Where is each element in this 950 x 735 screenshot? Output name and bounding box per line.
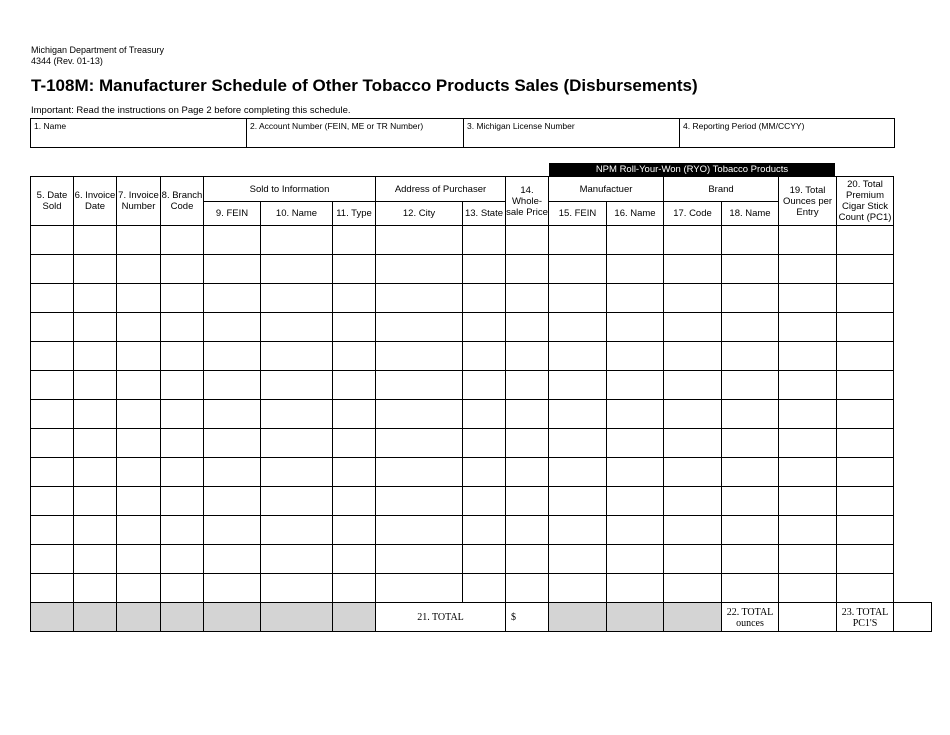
entry-cell[interactable] — [161, 226, 204, 255]
agency-name: Michigan Department of Treasury — [31, 45, 165, 55]
entry-cell[interactable] — [333, 371, 376, 400]
table-row — [31, 458, 932, 487]
entry-cell[interactable] — [463, 342, 506, 371]
entry-cell[interactable] — [376, 574, 463, 603]
table-row — [31, 400, 932, 429]
col-fein: 9. FEIN — [204, 202, 261, 226]
entry-cell[interactable] — [607, 342, 664, 371]
entry-cell[interactable] — [333, 226, 376, 255]
entry-cell[interactable] — [664, 342, 722, 371]
entry-cell[interactable] — [779, 574, 837, 603]
entry-cell[interactable] — [779, 516, 837, 545]
entry-cell[interactable] — [664, 226, 722, 255]
entry-cell[interactable] — [204, 284, 261, 313]
entry-cell[interactable] — [333, 255, 376, 284]
entry-cell[interactable] — [261, 284, 333, 313]
entry-cell[interactable] — [664, 371, 722, 400]
entry-cell[interactable] — [506, 371, 549, 400]
entry-cell[interactable] — [31, 429, 74, 458]
total-ounces-label — [722, 603, 779, 632]
entry-cell[interactable] — [31, 371, 74, 400]
entry-cell[interactable] — [607, 226, 664, 255]
total-shaded-cell — [549, 603, 607, 632]
entry-cell[interactable] — [722, 487, 779, 516]
entry-cell[interactable] — [74, 429, 117, 458]
entry-cell[interactable] — [117, 400, 161, 429]
entry-cell[interactable] — [261, 574, 333, 603]
total-ounces-unit: ounces — [736, 617, 764, 629]
entry-cell[interactable] — [31, 226, 74, 255]
entry-cell[interactable] — [506, 545, 549, 574]
entry-cell[interactable] — [779, 400, 837, 429]
entry-cell[interactable] — [74, 516, 117, 545]
identification-section — [30, 118, 895, 148]
col-invoice-number: 7. Invoice Number — [117, 177, 161, 226]
entry-cell[interactable] — [506, 516, 549, 545]
entry-cell[interactable] — [506, 429, 549, 458]
entry-cell[interactable] — [333, 342, 376, 371]
entry-cell[interactable] — [261, 226, 333, 255]
entry-cell[interactable] — [607, 429, 664, 458]
entry-cell[interactable] — [31, 458, 74, 487]
form-title: T-108M: Manufacturer Schedule of Other Tobacco Products Sales (Disbursements) — [31, 76, 698, 95]
entry-cell[interactable] — [722, 284, 779, 313]
entry-cell[interactable] — [463, 574, 506, 603]
entry-cell[interactable] — [204, 458, 261, 487]
entry-cell[interactable] — [722, 400, 779, 429]
entry-cell[interactable] — [74, 458, 117, 487]
entry-cell[interactable] — [204, 429, 261, 458]
entry-cell[interactable] — [837, 545, 894, 574]
col-state: 13. State — [463, 202, 506, 226]
entry-cell[interactable] — [607, 487, 664, 516]
entry-cell[interactable] — [463, 226, 506, 255]
entry-cell[interactable] — [261, 487, 333, 516]
entry-cell[interactable] — [204, 400, 261, 429]
entry-cell[interactable] — [837, 284, 894, 313]
entry-cell[interactable] — [376, 400, 463, 429]
entry-cell[interactable] — [779, 545, 837, 574]
entry-cell[interactable] — [117, 458, 161, 487]
total-shaded-cell — [261, 603, 333, 632]
entry-cell[interactable] — [463, 516, 506, 545]
entry-cell[interactable] — [31, 516, 74, 545]
entry-cell[interactable] — [74, 284, 117, 313]
entry-cell[interactable] — [779, 226, 837, 255]
entry-cell[interactable] — [117, 255, 161, 284]
entry-cell[interactable] — [204, 516, 261, 545]
entry-cell[interactable] — [722, 574, 779, 603]
entry-cell[interactable] — [722, 255, 779, 284]
entry-cell[interactable] — [117, 574, 161, 603]
row-spacer — [894, 255, 932, 284]
entry-cell[interactable] — [204, 545, 261, 574]
entry-cell[interactable] — [837, 313, 894, 342]
entry-cell[interactable] — [837, 371, 894, 400]
row-spacer — [894, 371, 932, 400]
license-number-field[interactable] — [464, 119, 680, 147]
entry-cell[interactable] — [463, 429, 506, 458]
npm-ryo-banner: NPM Roll-Your-Won (RYO) Tobacco Products — [549, 163, 835, 176]
reporting-period-field[interactable] — [680, 119, 894, 147]
entry-cell[interactable] — [74, 400, 117, 429]
reporting-period-field-label: 4. Reporting Period (MM/CCYY) — [683, 121, 805, 131]
entry-cell[interactable] — [722, 458, 779, 487]
row-spacer — [894, 487, 932, 516]
entry-cell[interactable] — [74, 342, 117, 371]
total-shaded-cell — [664, 603, 722, 632]
entry-cell[interactable] — [376, 371, 463, 400]
table-row — [31, 371, 932, 400]
entry-cell[interactable] — [549, 400, 607, 429]
entry-cell[interactable] — [261, 429, 333, 458]
table-row — [31, 429, 932, 458]
entry-cell[interactable] — [31, 255, 74, 284]
entry-cell[interactable] — [607, 284, 664, 313]
entry-cell[interactable] — [722, 371, 779, 400]
entry-cell[interactable] — [333, 487, 376, 516]
entry-cell[interactable] — [161, 284, 204, 313]
entry-cell[interactable] — [837, 429, 894, 458]
entry-cell[interactable] — [779, 255, 837, 284]
entry-cell[interactable] — [161, 574, 204, 603]
table-row — [31, 516, 932, 545]
col-invoice-date: 6. Invoice Date — [74, 177, 117, 226]
row-spacer — [894, 574, 932, 603]
total-pc1-title: 23. TOTAL — [841, 606, 889, 618]
total-pc1-input[interactable] — [894, 603, 932, 632]
total-shaded-cell — [607, 603, 664, 632]
entry-cell[interactable] — [722, 545, 779, 574]
entry-cell[interactable] — [607, 458, 664, 487]
name-field-label: 1. Name — [34, 121, 67, 131]
total-label: 21. TOTAL — [376, 603, 506, 632]
entry-cell[interactable] — [779, 458, 837, 487]
table-row — [31, 487, 932, 516]
entry-cell[interactable] — [607, 516, 664, 545]
row-spacer — [894, 516, 932, 545]
entry-cell[interactable] — [664, 255, 722, 284]
col-premium-cigar-count: 20. Total Premium Cigar Stick Count (PC1) — [837, 177, 894, 226]
entry-cell[interactable] — [31, 400, 74, 429]
entry-cell[interactable] — [837, 255, 894, 284]
entry-cell[interactable] — [204, 255, 261, 284]
entry-cell[interactable] — [549, 313, 607, 342]
entry-cell[interactable] — [549, 574, 607, 603]
entry-cell[interactable] — [607, 371, 664, 400]
col-branch-code: 8. Branch Code — [161, 177, 204, 226]
total-ounces-input[interactable] — [779, 603, 837, 632]
account-number-field[interactable] — [247, 119, 464, 147]
col-brand-code: 17. Code — [664, 202, 722, 226]
entry-cell[interactable] — [463, 255, 506, 284]
entry-cell[interactable] — [204, 313, 261, 342]
entry-cell[interactable] — [161, 487, 204, 516]
entry-cell[interactable] — [261, 313, 333, 342]
col-manufacturer-fein: 15. FEIN — [549, 202, 607, 226]
entry-cell[interactable] — [204, 487, 261, 516]
entry-cell[interactable] — [261, 255, 333, 284]
entry-cell[interactable] — [779, 284, 837, 313]
entry-cell[interactable] — [549, 458, 607, 487]
col-city: 12. City — [376, 202, 463, 226]
entry-cell[interactable] — [722, 429, 779, 458]
row-spacer — [894, 458, 932, 487]
entry-cell[interactable] — [261, 342, 333, 371]
entry-cell[interactable] — [117, 226, 161, 255]
table-row — [31, 545, 932, 574]
entry-cell[interactable] — [463, 284, 506, 313]
entry-cell[interactable] — [607, 400, 664, 429]
entry-cell[interactable] — [161, 458, 204, 487]
entry-cell[interactable] — [506, 226, 549, 255]
entry-cell[interactable] — [161, 400, 204, 429]
table-row — [31, 574, 932, 603]
entry-cell[interactable] — [117, 429, 161, 458]
entry-cell[interactable] — [463, 545, 506, 574]
entry-cell[interactable] — [549, 545, 607, 574]
entry-cell[interactable] — [549, 487, 607, 516]
entry-cell[interactable] — [549, 342, 607, 371]
entry-cell[interactable] — [607, 545, 664, 574]
entry-cell[interactable] — [463, 371, 506, 400]
entry-cell[interactable] — [161, 313, 204, 342]
entry-cell[interactable] — [549, 226, 607, 255]
row-spacer — [894, 400, 932, 429]
entry-cell[interactable] — [837, 516, 894, 545]
entry-cell[interactable] — [74, 226, 117, 255]
total-shaded-cell — [161, 603, 204, 632]
entry-cell[interactable] — [117, 487, 161, 516]
entry-cell[interactable] — [117, 284, 161, 313]
entry-cell[interactable] — [664, 313, 722, 342]
entry-cell[interactable] — [376, 458, 463, 487]
entry-cell[interactable] — [376, 429, 463, 458]
entry-cell[interactable] — [31, 545, 74, 574]
entry-cell[interactable] — [333, 458, 376, 487]
entry-cell[interactable] — [463, 487, 506, 516]
header-spacer — [894, 177, 932, 226]
group-brand: Brand — [664, 177, 779, 202]
entry-cell[interactable] — [261, 516, 333, 545]
entry-cell[interactable] — [117, 371, 161, 400]
total-pc1-unit: PC1'S — [852, 617, 878, 629]
col-name: 10. Name — [261, 202, 333, 226]
entry-cell[interactable] — [463, 313, 506, 342]
entry-cell[interactable] — [607, 313, 664, 342]
entry-cell[interactable] — [837, 458, 894, 487]
entry-cell[interactable] — [664, 574, 722, 603]
entry-cell[interactable] — [376, 313, 463, 342]
total-shaded-cell — [74, 603, 117, 632]
table-row — [31, 313, 932, 342]
entry-cell[interactable] — [463, 458, 506, 487]
entry-cell[interactable] — [506, 342, 549, 371]
entry-cell[interactable] — [549, 284, 607, 313]
entry-cell[interactable] — [161, 342, 204, 371]
group-sold-to-information: Sold to Information — [204, 177, 376, 202]
entry-cell[interactable] — [506, 574, 549, 603]
entry-cell[interactable] — [722, 226, 779, 255]
total-ounces-title: 22. TOTAL — [726, 606, 774, 618]
entry-cell[interactable] — [204, 574, 261, 603]
dollar-sign: $ — [511, 611, 516, 623]
entry-cell[interactable] — [722, 342, 779, 371]
entry-cell[interactable] — [333, 429, 376, 458]
entry-cell[interactable] — [376, 516, 463, 545]
entry-cell[interactable] — [779, 429, 837, 458]
total-pc1-label — [837, 603, 894, 632]
entry-cell[interactable] — [376, 284, 463, 313]
entry-cell[interactable] — [161, 255, 204, 284]
entry-cell[interactable] — [31, 574, 74, 603]
entry-cell[interactable] — [607, 255, 664, 284]
entry-cell[interactable] — [161, 545, 204, 574]
entry-cell[interactable] — [74, 313, 117, 342]
entry-cell[interactable] — [74, 371, 117, 400]
entry-cell[interactable] — [117, 313, 161, 342]
entry-cell[interactable] — [74, 545, 117, 574]
col-type: 11. Type — [333, 202, 376, 226]
entry-cell[interactable] — [31, 342, 74, 371]
entry-cell[interactable] — [506, 487, 549, 516]
entry-cell[interactable] — [261, 458, 333, 487]
entry-cell[interactable] — [837, 487, 894, 516]
entry-cell[interactable] — [117, 516, 161, 545]
entry-cell[interactable] — [261, 371, 333, 400]
total-shaded-cell — [117, 603, 161, 632]
entry-cell[interactable] — [161, 516, 204, 545]
instructions-note: Important: Read the instructions on Page 2 before completing this schedule. — [31, 105, 351, 116]
entry-cell[interactable] — [204, 342, 261, 371]
total-shaded-cell — [204, 603, 261, 632]
entry-cell[interactable] — [722, 313, 779, 342]
entry-cell[interactable] — [779, 342, 837, 371]
entry-cell[interactable] — [664, 284, 722, 313]
entry-cell[interactable] — [261, 400, 333, 429]
entry-cell[interactable] — [837, 574, 894, 603]
entry-cell[interactable] — [333, 516, 376, 545]
col-date-sold: 5. Date Sold — [31, 177, 74, 226]
entry-cell[interactable] — [549, 429, 607, 458]
entry-cell[interactable] — [549, 255, 607, 284]
entry-cell[interactable] — [74, 255, 117, 284]
table-row — [31, 255, 932, 284]
entry-cell[interactable] — [549, 516, 607, 545]
total-shaded-cell — [333, 603, 376, 632]
entry-cell[interactable] — [664, 429, 722, 458]
total-shaded-cell — [31, 603, 74, 632]
row-spacer — [894, 342, 932, 371]
entry-cell[interactable] — [31, 487, 74, 516]
entry-cell[interactable] — [506, 284, 549, 313]
form-number: 4344 (Rev. 01-13) — [31, 56, 103, 66]
entry-cell[interactable] — [31, 284, 74, 313]
group-address-of-purchaser: Address of Purchaser — [376, 177, 506, 202]
entry-cell[interactable] — [779, 313, 837, 342]
entry-cell[interactable] — [204, 371, 261, 400]
entry-cell[interactable] — [204, 226, 261, 255]
entry-cell[interactable] — [664, 545, 722, 574]
entry-cell[interactable] — [333, 400, 376, 429]
entry-cell[interactable] — [117, 342, 161, 371]
entry-cell[interactable] — [837, 226, 894, 255]
entry-cell[interactable] — [376, 545, 463, 574]
row-spacer — [894, 226, 932, 255]
entry-cell[interactable] — [376, 255, 463, 284]
entry-cell[interactable] — [664, 516, 722, 545]
totals-row — [31, 603, 932, 632]
entry-cell[interactable] — [333, 574, 376, 603]
row-spacer — [894, 429, 932, 458]
row-spacer — [894, 545, 932, 574]
entry-cell[interactable] — [664, 400, 722, 429]
table-row — [31, 284, 932, 313]
row-spacer — [894, 313, 932, 342]
entry-cell[interactable] — [74, 487, 117, 516]
entry-cell[interactable] — [376, 342, 463, 371]
entry-cell[interactable] — [333, 545, 376, 574]
entry-cell[interactable] — [664, 487, 722, 516]
entry-cell[interactable] — [506, 255, 549, 284]
col-total-ounces: 19. Total Ounces per Entry — [779, 177, 837, 226]
entry-cell[interactable] — [779, 487, 837, 516]
entry-cell[interactable] — [31, 313, 74, 342]
table-row — [31, 342, 932, 371]
entry-cell[interactable] — [376, 487, 463, 516]
entry-cell[interactable] — [837, 400, 894, 429]
entry-cell[interactable] — [549, 371, 607, 400]
entry-cell[interactable] — [506, 313, 549, 342]
name-field[interactable] — [31, 119, 247, 147]
entry-cell[interactable] — [506, 400, 549, 429]
entry-cell[interactable] — [333, 313, 376, 342]
entry-cell[interactable] — [376, 226, 463, 255]
entry-cell[interactable] — [74, 574, 117, 603]
entry-cell[interactable] — [722, 516, 779, 545]
entry-cell[interactable] — [161, 429, 204, 458]
col-brand-name: 18. Name — [722, 202, 779, 226]
license-number-field-label: 3. Michigan License Number — [467, 121, 575, 131]
row-spacer — [894, 284, 932, 313]
entry-cell[interactable] — [333, 284, 376, 313]
entry-cell[interactable] — [117, 545, 161, 574]
total-wholesale-input[interactable] — [506, 603, 549, 632]
col-manufacturer-name: 16. Name — [607, 202, 664, 226]
col-wholesale-price: 14. Whole-sale Price — [506, 177, 549, 226]
entry-cell[interactable] — [463, 400, 506, 429]
account-number-field-label: 2. Account Number (FEIN, ME or TR Number) — [250, 121, 424, 131]
entry-cell[interactable] — [161, 371, 204, 400]
entry-cell[interactable] — [779, 371, 837, 400]
entry-cell[interactable] — [837, 342, 894, 371]
sales-schedule-table — [30, 176, 932, 632]
entry-cell[interactable] — [261, 545, 333, 574]
entry-cell[interactable] — [607, 574, 664, 603]
entry-cell[interactable] — [506, 458, 549, 487]
group-manufacturer: Manufactuer — [549, 177, 664, 202]
table-row — [31, 226, 932, 255]
entry-cell[interactable] — [664, 458, 722, 487]
